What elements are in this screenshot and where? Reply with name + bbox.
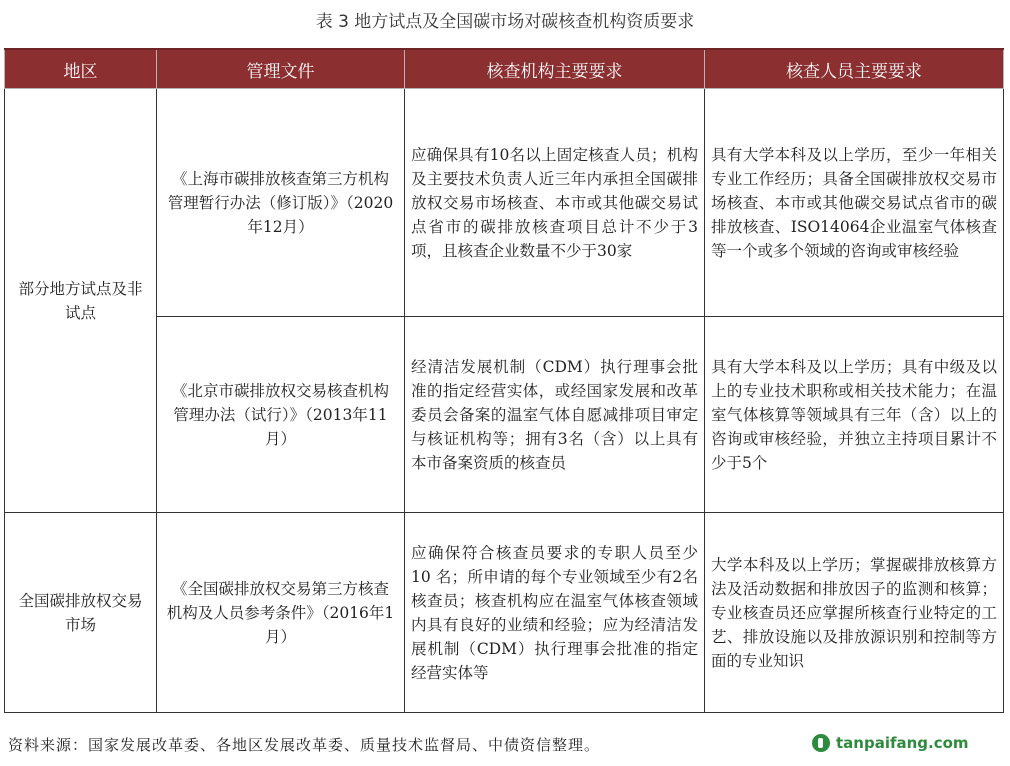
- table-title: 表 3 地方试点及全国碳市场对碳核查机构资质要求: [315, 12, 695, 32]
- region-cell: 部分地方试点及非试点: [5, 89, 157, 513]
- header-agency-requirements: 核查机构主要要求: [405, 49, 705, 89]
- table-row: [5, 513, 1004, 713]
- agency-requirements-cell: 经清洁发展机制（CDM）执行理事会批准的指定经营实体，或经国家发展和改革委员会备案的温室气体自愿减排项目审定与核证机构等；拥有3名（含）以上具有本市备案资质的核查员: [405, 317, 705, 513]
- agency-requirements-cell: 应确保具有10名以上固定核查人员；机构及主要技术负责人近三年内承担全国碳排放权交易市场核查、本市或其他碳交易试点省市的碳排放核查项目总计不少于3项，且核查企业数量不少于30家: [405, 89, 705, 317]
- personnel-requirements-cell: 大学本科及以上学历；掌握碳排放核算方法及活动数据和排放因子的监测和核算；专业核查员还应掌握所核查行业特定的工艺、排放设施以及排放源识别和控制等方面的专业知识: [705, 513, 1004, 713]
- requirements-table: [4, 48, 1004, 713]
- logo-text: tanpaifang.com: [836, 734, 969, 752]
- source-note: 资料来源：国家发展改革委、各地区发展改革委、质量技术监督局、中债资信整理。: [8, 736, 601, 754]
- site-logo[interactable]: [812, 734, 969, 752]
- region-cell: 全国碳排放权交易市场: [5, 513, 157, 713]
- document-cell: 《全国碳排放权交易第三方核查机构及人员参考条件》（2016年1月）: [157, 513, 405, 713]
- personnel-requirements-cell: 具有大学本科及以上学历；具有中级及以上的专业技术职称或相关技术能力；在温室气体核算等领域具有三年（含）以上的咨询或审核经验，并独立主持项目累计不少于5个: [705, 317, 1004, 513]
- agency-requirements-cell: 应确保符合核查员要求的专职人员至少 10 名；所申请的每个专业领域至少有2名核查员；核查机构应在温室气体核查领域内具有良好的业绩和经验；应为经清洁发展机制（CDM）执行理事会批准的指定经营实体等: [405, 513, 705, 713]
- personnel-requirements-cell: 具有大学本科及以上学历，至少一年相关专业工作经历；具备全国碳排放权交易市场核查、本市或其他碳交易试点省市的碳排放核查、ISO14064企业温室气体核查等一个或多个领域的咨询或审核经验: [705, 89, 1004, 317]
- leaf-logo-icon: [812, 734, 830, 752]
- document-cell: 《上海市碳排放核查第三方机构管理暂行办法（修订版）》（2020年12月）: [157, 89, 405, 317]
- table-row: [5, 89, 1004, 317]
- header-row: [5, 49, 1004, 89]
- header-personnel-requirements: 核查人员主要要求: [705, 49, 1004, 89]
- header-region: 地区: [5, 49, 157, 89]
- header-document: 管理文件: [157, 49, 405, 89]
- document-cell: 《北京市碳排放权交易核查机构管理办法（试行）》（2013年11月）: [157, 317, 405, 513]
